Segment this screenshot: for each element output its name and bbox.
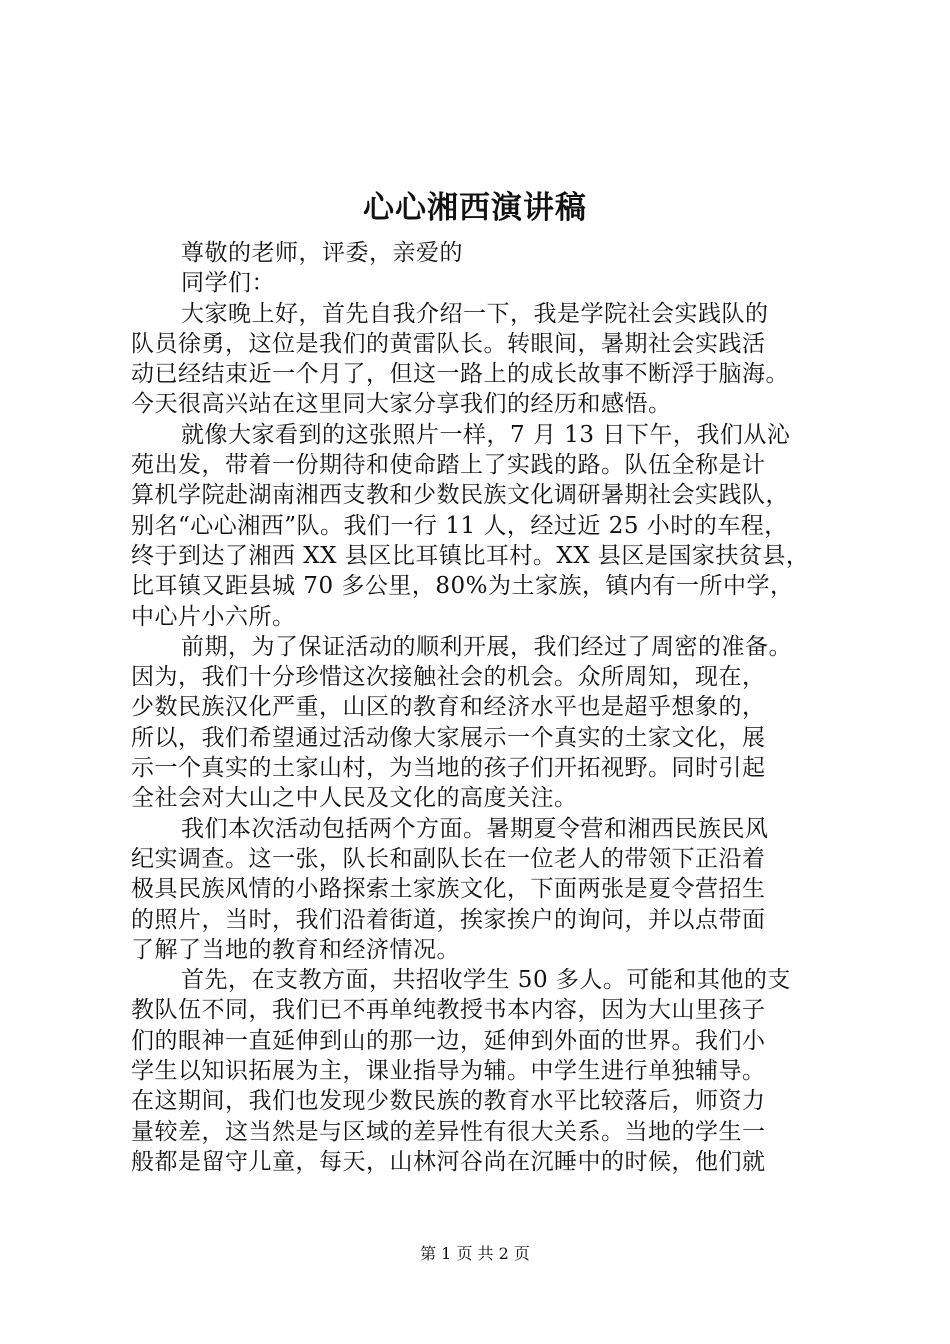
body-line: 苑出发，带着一份期待和使命踏上了实践的路。队伍全称是计 <box>131 452 766 479</box>
body-line: 少数民族汉化严重，山区的教育和经济水平也是超乎想象的， <box>131 694 766 721</box>
body-line: 同学们： <box>181 270 275 297</box>
body-line: 极具民族风情的小路探索土家族文化，下面两张是夏令营招生 <box>131 876 766 903</box>
document-body <box>131 238 851 1177</box>
body-line: 在这期间，我们也发现少数民族的教育水平比较落后，师资力 <box>131 1088 766 1115</box>
body-line: 量较差，这当然是与区域的差异性有很大关系。当地的学生一 <box>131 1118 766 1145</box>
body-line: 般都是留守儿童，每天，山林河谷尚在沉睡中的时候，他们就 <box>131 1148 766 1175</box>
body-line: 示一个真实的土家山村，为当地的孩子们开拓视野。同时引起 <box>131 755 766 782</box>
body-line: 算机学院赴湖南湘西支教和少数民族文化调研暑期社会实践队， <box>131 482 789 509</box>
body-line: 因为，我们十分珍惜这次接触社会的机会。众所周知，现在， <box>131 664 766 691</box>
body-line: 教队伍不同，我们已不再单纯教授书本内容，因为大山里孩子 <box>131 997 766 1024</box>
page-footer: 第 1 页 共 2 页 <box>420 1244 530 1263</box>
body-line: 纪实调查。这一张，队长和副队长在一位老人的带领下正沿着 <box>131 845 766 872</box>
body-line: 首先，在支教方面，共招收学生 50 多人。可能和其他的支 <box>181 967 791 994</box>
body-line: 队员徐勇，这位是我们的黄雷队长。转眼间，暑期社会实践活 <box>131 330 766 357</box>
body-line: 学生以知识拓展为主，课业指导为辅。中学生进行单独辅导。 <box>131 1058 766 1085</box>
body-line: 就像大家看到的这张照片一样，7 月 13 日下午，我们从沁 <box>181 421 791 448</box>
body-line: 别名“心心湘西”队。我们一行 11 人，经过近 25 小时的车程， <box>131 512 788 539</box>
body-line: 们的眼神一直延伸到山的那一边，延伸到外面的世界。我们小 <box>131 1027 766 1054</box>
body-line: 了解了当地的教育和经济情况。 <box>131 936 460 963</box>
document-title: 心心湘西演讲稿 <box>363 190 587 226</box>
body-line: 我们本次活动包括两个方面。暑期夏令营和湘西民族民风 <box>181 815 769 842</box>
body-line: 全社会对大山之中人民及文化的高度关注。 <box>131 785 578 812</box>
body-line: 尊敬的老师，评委，亲爱的 <box>181 240 463 266</box>
body-line: 今天很高兴站在这里同大家分享我们的经历和感悟。 <box>131 391 672 418</box>
body-line: 大家晚上好，首先自我介绍一下，我是学院社会实践队的 <box>181 300 769 327</box>
body-line: 终于到达了湘西 XX 县区比耳镇比耳村。XX 县区是国家扶贫县， <box>131 542 810 569</box>
body-line: 所以，我们希望通过活动像大家展示一个真实的土家文化，展 <box>131 724 766 751</box>
body-line: 前期，为了保证活动的顺利开展，我们经过了周密的准备。 <box>181 633 792 660</box>
body-line: 的照片，当时，我们沿着街道，挨家挨户的询问，并以点带面 <box>131 906 766 933</box>
body-line: 比耳镇又距县城 70 多公里，80%为土家族，镇内有一所中学， <box>131 573 794 600</box>
body-line: 动已经结束近一个月了，但这一路上的成长故事不断浮于脑海。 <box>131 361 789 388</box>
body-line: 中心片小六所。 <box>131 603 296 630</box>
